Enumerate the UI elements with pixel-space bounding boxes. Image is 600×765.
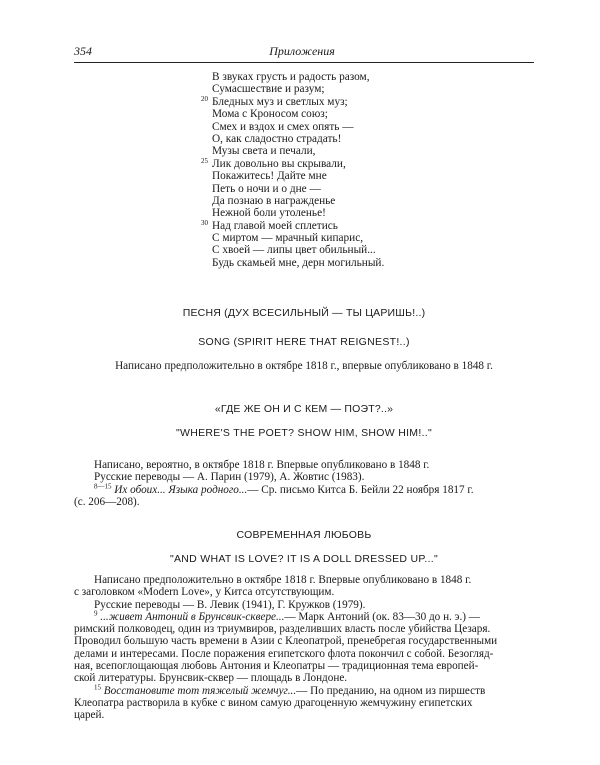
poem-line bbox=[212, 257, 384, 269]
line-number: 20 bbox=[201, 94, 208, 103]
footnote bbox=[74, 611, 534, 623]
running-title: Приложения bbox=[269, 44, 335, 58]
poem-line bbox=[201, 156, 384, 170]
poem-line bbox=[212, 133, 384, 145]
poem-line-text: Музы света и печали, bbox=[212, 145, 316, 158]
poem-line-text: Будь скамьей мне, дерн могильный. bbox=[212, 256, 385, 269]
poem-line bbox=[212, 145, 384, 157]
note-line: (с. 206—208). bbox=[74, 495, 140, 508]
note-line: Написано, вероятно, в октябре 1818 г. Впервые опубликовано в 1848 г. bbox=[94, 459, 430, 471]
poem-line-text: С миртом — мрачный кипарис, bbox=[212, 232, 364, 245]
section-heading-en: "WHERE'S THE POET? SHOW HIM, SHOW HIM!.." bbox=[175, 427, 433, 439]
header-rule bbox=[74, 62, 534, 63]
poem-line bbox=[212, 244, 384, 256]
poem-line-text: Смех и вздох и смех опять — bbox=[212, 120, 354, 133]
poem-line bbox=[212, 121, 384, 133]
poem-line-text: Мома с Кроносом союз; bbox=[212, 108, 328, 121]
poem-line-text: О, как сладостно страдать! bbox=[212, 132, 342, 145]
note-quote: ...живет Антоний в Брунсвик-сквере... bbox=[100, 610, 285, 623]
line-number: 25 bbox=[201, 156, 208, 165]
poem-line-text: С хвоей — липы цвет обильный... bbox=[212, 244, 376, 257]
section-notes bbox=[74, 459, 534, 508]
note-quote: Восстановите тот тяжелый жемчуг... bbox=[103, 684, 297, 697]
section-heading-ru: СОВРЕМЕННАЯ ЛЮБОВЬ bbox=[236, 529, 372, 541]
footnote bbox=[74, 682, 534, 697]
note-line: римский полководец, один из триумвиров, разделивших власть после убийства Цезаря. bbox=[74, 623, 491, 636]
note-line: ской литературы. Брунсвик-сквер — площадь в Лондоне. bbox=[74, 672, 348, 685]
poem-line bbox=[212, 170, 384, 182]
note-ref: 9 bbox=[94, 609, 98, 618]
poem-line-text: Над главой моей сплетись bbox=[212, 219, 338, 232]
poem-line bbox=[212, 232, 384, 244]
line-number: 30 bbox=[201, 218, 208, 227]
note-line: Русские переводы — В. Левик (1941), Г. Кружков (1979). bbox=[94, 598, 366, 611]
poem-line-text: Да познаю в награжденье bbox=[212, 194, 336, 207]
poem-line-text: Лик довольно вы скрывали, bbox=[212, 157, 346, 170]
section-heading-en: SONG (SPIRIT HERE THAT REIGNEST!..) bbox=[198, 336, 410, 348]
poem-line bbox=[212, 83, 384, 95]
note-ref: 8—15 bbox=[94, 481, 112, 490]
poem-line bbox=[201, 218, 384, 232]
note-text: — Ср. письмо Китса Б. Бейли 22 ноября 1817 г. bbox=[247, 483, 474, 496]
note-line: делами и интересами. После поражения египетского флота покончил с собой. Безогляд- bbox=[74, 647, 494, 660]
footnote bbox=[74, 481, 534, 496]
poem-line-text: Петь о ночи и о дне — bbox=[212, 182, 321, 195]
section-heading-ru: ПЕСНЯ (ДУХ ВСЕСИЛЬНЫЙ — ТЫ ЦАРИШЬ!..) bbox=[182, 307, 426, 319]
poem-line-text: Сумасшествие и разум; bbox=[212, 83, 325, 96]
poem-line bbox=[212, 195, 384, 207]
poem bbox=[201, 71, 385, 269]
note-line: Клеопатра растворила в кубке с вином самую драгоценную жемчужину египетских bbox=[74, 696, 473, 709]
poem-line bbox=[201, 94, 384, 108]
note-text: — По преданию, на одном из пиршеств bbox=[296, 684, 486, 697]
poem-line-text: Бледных муз и светлых муз; bbox=[212, 95, 348, 108]
poem-line bbox=[212, 207, 384, 219]
poem-line-text: Покажитесь! Дайте мне bbox=[212, 170, 327, 183]
note-line: Русские переводы — А. Парин (1979), А. Жовтис (1983). bbox=[94, 471, 365, 484]
page-number: 354 bbox=[74, 44, 92, 58]
note-text: — Марк Антоний (ок. 83—30 до н. э.) — bbox=[284, 610, 480, 623]
section-heading-en: "AND WHAT IS LOVE? IT IS A DOLL DRESSED UP..." bbox=[169, 553, 439, 565]
poem-line bbox=[212, 183, 384, 195]
poem-line-text: Нежной боли утоленье! bbox=[212, 207, 326, 220]
note-line: с заголовком «Modern Love», у Китса отсутствующим. bbox=[74, 586, 335, 599]
poem-line bbox=[212, 71, 384, 83]
note-ref: 15 bbox=[94, 682, 101, 691]
note-quote: Их обоих... Языка родного... bbox=[114, 483, 248, 496]
section-note: Написано предположительно в октябре 1818 г., впервые опубликовано в 1848 г. bbox=[115, 360, 493, 372]
note-line: Проводил большую часть времени в Азии с Клеопатрой, пренебрегая государственными bbox=[74, 635, 498, 648]
note-line: Написано предположительно в октябре 1818 г. Впервые опубликовано в 1848 г. bbox=[94, 574, 472, 586]
note-line: ная, всепоглощающая любовь Антония и Клеопатры — традиционная тема европей- bbox=[74, 660, 479, 673]
note-line: царей. bbox=[74, 709, 105, 722]
poem-line-text: В звуках грусть и радость разом, bbox=[212, 71, 370, 83]
page-header bbox=[74, 44, 530, 60]
section-notes bbox=[74, 574, 534, 722]
section-heading-ru: «ГДЕ ЖЕ ОН И С КЕМ — ПОЭТ?..» bbox=[214, 403, 394, 415]
poem-line bbox=[212, 108, 384, 120]
